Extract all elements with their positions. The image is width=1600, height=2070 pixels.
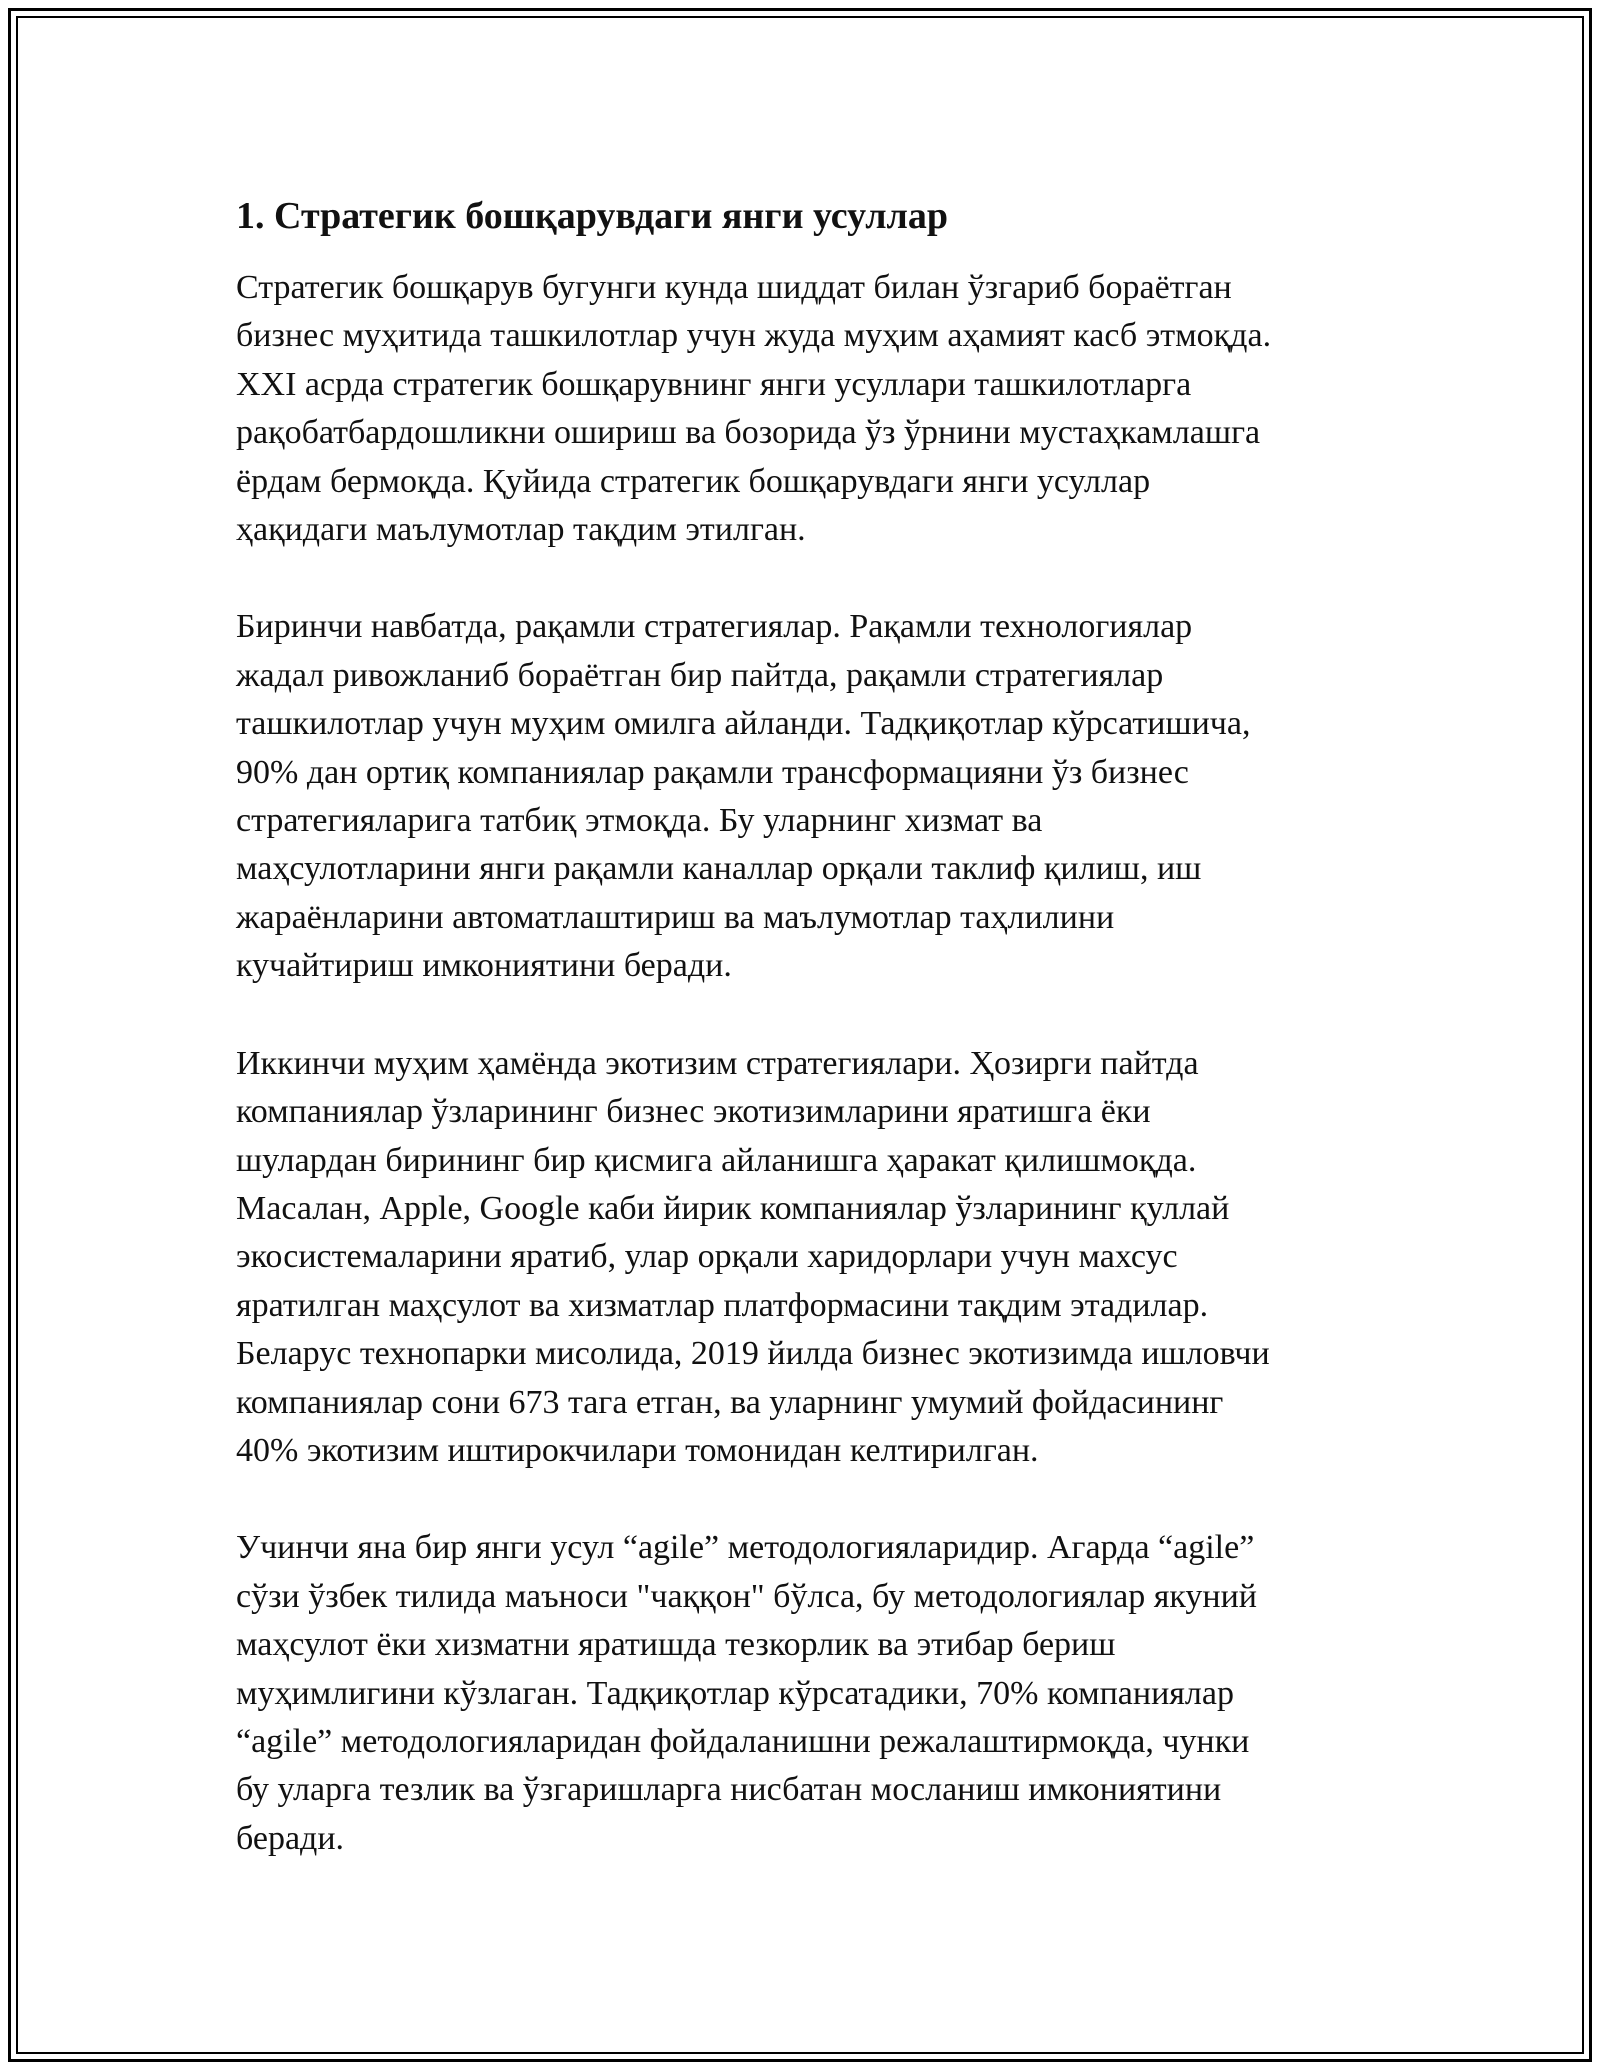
text-line: маҳсулот ёки хизматни яратишда тезкорлик ва этибар бериш xyxy=(236,1626,1116,1664)
text-line: компаниялар сони 673 тага етган, ва уларнинг умумий фойдасининг xyxy=(236,1383,1224,1421)
text-line: рақобатбардошликни ошириш ва бозорида ўз ўрнини мустаҳкамлашга xyxy=(236,414,1261,452)
text-line: маҳсулотларини янги рақамли каналлар орқали таклиф қилиш, иш xyxy=(236,850,1202,888)
text-line: сўзи ўзбек тилида маъноси "чаққон" бўлса, бу методологиялар якуний xyxy=(236,1577,1257,1615)
document-body xyxy=(236,190,1366,1912)
paragraph-digital-strategies xyxy=(236,603,1366,990)
text-line: Беларус технопарки мисолида, 2019 йилда бизнес экотизимда ишловчи xyxy=(236,1335,1270,1373)
paragraph-intro xyxy=(236,264,1366,554)
section-heading: 1. Стратегик бошқарувдаги янги усуллар xyxy=(236,195,948,237)
text-line: Биринчи навбатда, рақамли стратегиялар. Рақамли технологиялар xyxy=(236,608,1193,646)
text-line: 90% дан ортиқ компаниялар рақамли трансформацияни ўз бизнес xyxy=(236,753,1189,791)
text-line: компаниялар ўзларининг бизнес экотизимларини яратишга ёки xyxy=(236,1093,1151,1131)
text-line: бу уларга тезлик ва ўзгаришларга нисбатан мосланиш имкониятини xyxy=(236,1771,1222,1809)
text-line: XXI асрда стратегик бошқарувнинг янги усуллари ташкилотларга xyxy=(236,365,1192,403)
text-line: шулардан бирининг бир қисмига айланишга ҳаракат қилишмоқда. xyxy=(236,1141,1197,1179)
text-line: Масалан, Apple, Google каби йирик компаниялар ўзларининг қуллай xyxy=(236,1189,1230,1227)
text-line: 40% экотизим иштирокчилари томонидан келтирилган. xyxy=(236,1431,1039,1469)
text-line: жараёнларини автоматлаштириш ва маълумотлар таҳлилини xyxy=(236,898,1115,936)
text-line: ёрдам бермоқда. Қуйида стратегик бошқарувдаги янги усуллар xyxy=(236,462,1151,500)
text-line: бизнес муҳитида ташкилотлар учун жуда муҳим аҳамият касб этмоқда. xyxy=(236,317,1272,355)
text-line: экосистемаларини яратиб, улар орқали харидорлари учун махсус xyxy=(236,1238,1178,1276)
text-line: яратилган маҳсулот ва хизматлар платформасини тақдим этадилар. xyxy=(236,1286,1209,1324)
text-line: Иккинчи муҳим ҳамёнда экотизим стратегиялари. Ҳозирги пайтда xyxy=(236,1044,1199,1082)
text-line: беради. xyxy=(236,1819,345,1857)
text-line: Учинчи яна бир янги усул “agile” методологияларидир. Агарда “agile” xyxy=(236,1529,1255,1567)
text-line: Стратегик бошқарув бугунги кунда шиддат билан ўзгариб бораётган xyxy=(236,269,1232,306)
paragraph-agile-methodologies xyxy=(236,1524,1366,1863)
text-line: кучайтириш имкониятини беради. xyxy=(236,947,732,985)
text-line: ташкилотлар учун муҳим омилга айланди. Тадқиқотлар кўрсатишича, xyxy=(236,705,1251,743)
text-line: муҳимлигини кўзлаган. Тадқиқотлар кўрсатадики, 70% компаниялар xyxy=(236,1674,1234,1712)
paragraph-ecosystem-strategies xyxy=(236,1040,1366,1476)
text-line: ҳақидаги маълумотлар тақдим этилган. xyxy=(236,511,806,549)
text-line: жадал ривожланиб бораётган бир пайтда, рақамли стратегиялар xyxy=(236,656,1164,694)
text-line: “agile” методологияларидан фойдаланишни режалаштирмоқда, чунки xyxy=(236,1722,1250,1760)
text-line: стратегияларига татбиқ этмоқда. Бу уларнинг хизмат ва xyxy=(236,802,1043,840)
